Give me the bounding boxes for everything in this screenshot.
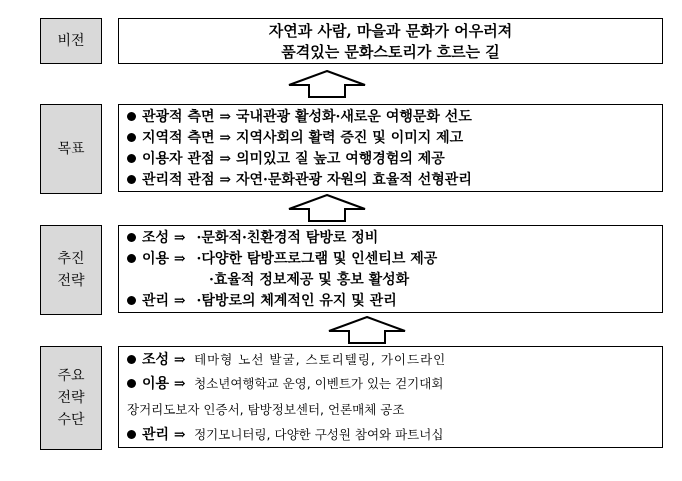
means-row-use bbox=[127, 374, 443, 394]
strategy-label bbox=[40, 225, 102, 315]
bullet-icon bbox=[127, 154, 136, 163]
means-box bbox=[118, 346, 663, 448]
means-row-use-2 bbox=[127, 400, 404, 420]
goal-item-text: 이용자 관점 ⇒ 의미있고 질 높고 여행경험의 제공 bbox=[142, 151, 445, 167]
strategy-box bbox=[118, 225, 663, 313]
up-arrow-icon bbox=[287, 70, 367, 98]
bullet-icon bbox=[127, 355, 136, 364]
means-label-line2: 전략 bbox=[57, 390, 85, 406]
up-arrow-icon bbox=[287, 194, 367, 222]
bullet-icon bbox=[127, 133, 136, 142]
strategy-head: 관리 ⇒ bbox=[142, 293, 186, 309]
strategy-text: ·문화적·친환경적 탐방로 정비 bbox=[196, 230, 379, 246]
vision-label bbox=[40, 18, 102, 64]
vision-line-2: 품격있는 문화스토리가 흐르는 길 bbox=[281, 43, 500, 61]
means-head: 관리 ⇒ bbox=[142, 427, 186, 443]
strategy-head: 이용 ⇒ bbox=[142, 251, 186, 267]
bullet-icon bbox=[127, 379, 136, 388]
goal-item bbox=[127, 128, 463, 148]
means-text: 정기모니터링, 다양한 구성원 참여와 파트너십 bbox=[194, 427, 444, 442]
goal-box bbox=[118, 104, 663, 192]
strategy-text: ·효율적 정보제공 및 홍보 활성화 bbox=[209, 272, 410, 288]
bullet-icon bbox=[127, 112, 136, 121]
means-text: 청소년여행학교 운영, 이벤트가 있는 걷기대회 bbox=[194, 376, 444, 391]
vision-label-text: 비전 bbox=[57, 33, 85, 49]
goal-label-text: 목표 bbox=[57, 141, 85, 157]
goal-item bbox=[127, 149, 445, 169]
strategy-label-line2: 전략 bbox=[57, 273, 85, 289]
strategy-text: ·탐방로의 체계적인 유지 및 관리 bbox=[196, 293, 397, 309]
goal-item bbox=[127, 170, 472, 190]
goal-item-text: 관광적 측면 ⇒ 국내관광 활성화·새로운 여행문화 선도 bbox=[142, 109, 472, 125]
means-text: 장거리도보자 인증서, 탐방정보센터, 언론매체 공조 bbox=[127, 402, 405, 417]
strategy-row-use bbox=[127, 249, 437, 269]
bullet-icon bbox=[127, 296, 136, 305]
means-head: 이용 ⇒ bbox=[142, 376, 186, 392]
means-row-build bbox=[127, 350, 446, 370]
strategy-row-manage bbox=[127, 291, 397, 311]
goal-item-text: 관리적 관점 ⇒ 자연·문화관광 자원의 효율적 선형관리 bbox=[142, 172, 472, 188]
means-label-line1: 주요 bbox=[57, 368, 85, 384]
vision-line-1: 자연과 사람, 마을과 문화가 어우러져 bbox=[268, 22, 513, 40]
strategy-row-use-2 bbox=[209, 270, 409, 290]
bullet-icon bbox=[127, 233, 136, 242]
strategy-label-line1: 추진 bbox=[57, 251, 85, 267]
goal-label bbox=[40, 104, 102, 194]
bullet-icon bbox=[127, 430, 136, 439]
means-text: 테마형 노선 발굴, 스토리텔링, 가이드라인 bbox=[194, 352, 447, 367]
means-row-manage bbox=[127, 425, 443, 445]
strategy-text: ·다양한 탐방프로그램 및 인센티브 제공 bbox=[196, 251, 438, 267]
bullet-icon bbox=[127, 254, 136, 263]
strategy-row-build bbox=[127, 228, 378, 248]
vision-box bbox=[118, 18, 663, 64]
up-arrow-icon bbox=[327, 316, 407, 344]
means-label bbox=[40, 346, 102, 450]
means-label-line3: 수단 bbox=[57, 412, 85, 428]
strategy-head: 조성 ⇒ bbox=[142, 230, 186, 246]
goal-item-text: 지역적 측면 ⇒ 지역사회의 활력 증진 및 이미지 제고 bbox=[142, 130, 464, 146]
bullet-icon bbox=[127, 175, 136, 184]
means-head: 조성 ⇒ bbox=[142, 352, 186, 368]
goal-item bbox=[127, 107, 472, 127]
